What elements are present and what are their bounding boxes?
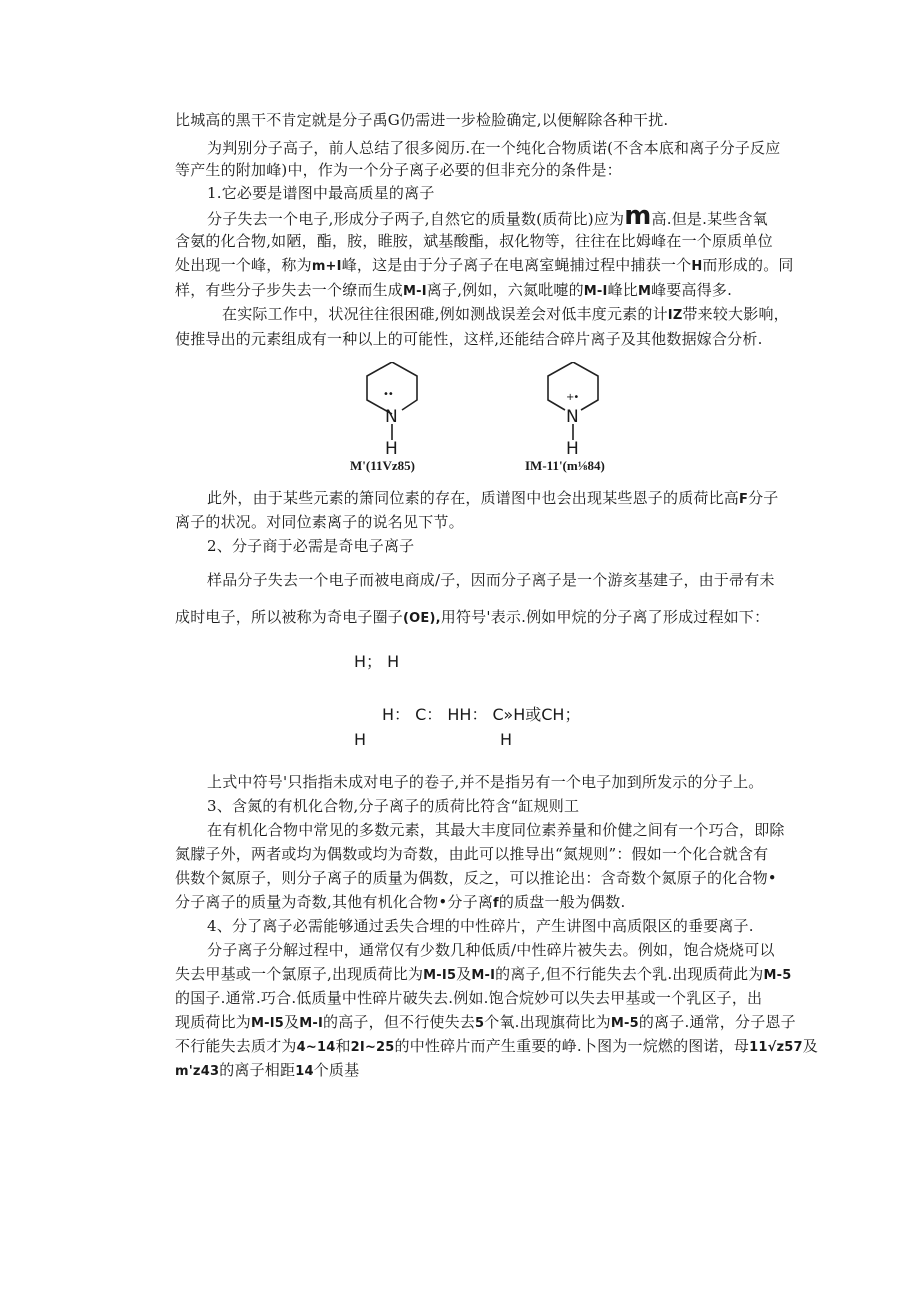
formula-bottom-left: H xyxy=(354,730,367,749)
molecule-label-left: M'(11Vz85) xyxy=(350,458,415,473)
text-span: 高.但是.某些含氧 xyxy=(651,210,768,228)
text-span: 的离子相距 xyxy=(219,1061,296,1079)
text-span: M-I xyxy=(403,284,427,299)
text-span: 峰要高得多. xyxy=(651,281,733,299)
nitrogen-atom: N xyxy=(566,407,579,427)
text-line: 氮朦子外，两者或均为偶数或均为奇数，由此可以推导出“氮规则”：假如一个化合就含有 xyxy=(175,845,769,863)
text-span: 的中性碎片而产生重要的峥.卜图为一烷燃的图诺，母 xyxy=(394,1037,750,1055)
text-line xyxy=(222,304,842,326)
text-span: 此外，由于某些元素的箫同位素的存在，质谱图中也会出现某些恩子的质荷比高 xyxy=(207,489,740,507)
section-heading: 4、分了离子必需能够通过丢失合埋的中性碎片，产生讲图中高质限区的垂要离子. xyxy=(207,917,754,935)
radical-dots: •• xyxy=(383,389,393,400)
text-span: m'z43 xyxy=(175,1064,220,1079)
text-span: 离子,例如，六氮吡嚏的 xyxy=(426,281,584,299)
text-span: 峰比 xyxy=(607,281,638,299)
nitrogen-atom: N xyxy=(385,407,398,427)
text-span: M-I5 xyxy=(251,1016,285,1031)
text-span: M-I xyxy=(299,1016,324,1031)
text-span: M-I xyxy=(583,284,608,299)
molecule-diagram xyxy=(535,362,625,462)
text-span: 分子离子的质量为奇数,其他有机化合物•分子离 xyxy=(175,893,494,911)
text-span: 现质荷比为 xyxy=(175,1013,252,1031)
text-span: 14 xyxy=(295,1064,314,1079)
text-span: M xyxy=(637,284,652,299)
text-span: 和 xyxy=(335,1037,351,1055)
big-m-symbol: m xyxy=(624,201,652,231)
text-span: 不行能失去质才为 xyxy=(175,1037,297,1055)
text-line xyxy=(175,892,795,914)
text-line: 含氨的化合物,如陋，酯，胺，睢胺，斌基酸酯，叔化物等，往往在比姆峰在一个原质单位 xyxy=(175,232,773,250)
section-heading: 1.它必要是谱图中最高质星的离子 xyxy=(207,184,435,202)
text-line: 等产生的附加峰)中，作为一个分子离子必要的但非充分的条件是： xyxy=(175,161,622,179)
text-span: M-I xyxy=(471,968,496,983)
text-line xyxy=(175,1060,795,1082)
text-span: 的离子,但不行能失去个乳.出现质荷此为 xyxy=(495,965,764,983)
text-span: 处出现一个峰，称为 xyxy=(175,256,312,274)
text-span: 在实际工作中，状况往往很困碓,例如测战误差会对低丰度元素的计 xyxy=(222,305,668,323)
text-line: 使推导出的元素组成有一种以上的可能性，这样,还能结合碎片离子及其他数据嫁合分析. xyxy=(175,330,763,348)
text-line: 为判别分子高子，前人总结了很多阅历.在一个纯化合物质诺(不含本底和离子分子反应 xyxy=(207,139,781,157)
text-span: 成时电子，所以被称为奇电子圈子 xyxy=(175,608,404,626)
text-line xyxy=(207,488,827,510)
text-line: 比城高的黑干不肯定就是分子禹G仍需进一步检脸确定,以便解除各种干扰. xyxy=(175,111,669,129)
text-span: 的离子.通常，分子恩子 xyxy=(638,1013,796,1031)
text-line: 供数个氮原子，则分子离子的质量为偶数，反之，可以推论出：含奇数个氮原子的化合物• xyxy=(175,869,777,887)
text-span: 11√z57 xyxy=(749,1040,803,1055)
text-span: IZ xyxy=(667,308,683,323)
section-heading: 2、分子商于必需是奇电子离子 xyxy=(207,537,415,555)
text-line xyxy=(175,1012,795,1034)
text-span: 而形成的。同 xyxy=(702,256,794,274)
text-span: 4~14 xyxy=(296,1040,336,1055)
piperidine-fragment-ion-structure xyxy=(535,362,625,462)
text-line xyxy=(175,280,795,302)
text-span: 分子失去一个电子,形成分子两子,自然它的质量数(质荷比)应为 xyxy=(207,210,625,228)
text-span: f xyxy=(493,896,499,911)
formula-top-row: H； H xyxy=(354,652,400,671)
molecule-label-right: IM-11'(m⅛84) xyxy=(525,458,605,473)
text-line: 在有机化合物中常见的多数元素，其最大丰度同位素养量和价健之间有一个巧合，即除 xyxy=(207,821,785,839)
text-span: 带来较大影响， xyxy=(682,305,789,323)
text-line xyxy=(207,201,827,231)
text-span: M-5 xyxy=(610,1016,639,1031)
cation-charge: +• xyxy=(566,392,579,403)
text-span: m+I xyxy=(311,259,342,274)
text-span: 分子 xyxy=(748,489,779,507)
text-span: 的质盘一般为偶数. xyxy=(498,893,626,911)
text-span: 2I~25 xyxy=(350,1040,395,1055)
text-span: 及 xyxy=(284,1013,300,1031)
text-span: 失去甲基或一个氯原子,出现质荷比为 xyxy=(175,965,424,983)
text-span: 5 xyxy=(475,1016,485,1031)
section-heading: 3、含氮的有机化合物,分子离子的质荷比符含“缸规则工 xyxy=(207,797,580,815)
hydrogen-atom: H xyxy=(385,439,398,459)
text-span: 及 xyxy=(456,965,472,983)
text-span: 及 xyxy=(802,1037,818,1055)
text-line: 的国子.通常.巧合.低质量中性碎片破失去.例如.饱合烷妙可以失去甲基或一个乳区子，出 xyxy=(175,989,763,1007)
text-span: M-I5 xyxy=(423,968,457,983)
text-line: 分子离子分解过程中，通常仅有少数几种低质/中性碎片被失去。例如，饱合烧烧可以 xyxy=(207,941,775,959)
text-span: 样，有些分子步失去一个缭而生成 xyxy=(175,281,404,299)
molecule-diagram xyxy=(355,362,445,462)
formula-bottom-right: H xyxy=(500,730,513,749)
text-span: M-5 xyxy=(763,968,792,983)
text-span: H xyxy=(691,259,703,274)
text-span: 用符号'表示.例如甲烷的分子离了形成过程如下： xyxy=(440,608,770,626)
hydrogen-atom: H xyxy=(566,439,579,459)
text-line xyxy=(175,1036,818,1058)
text-line: 离子的状况。对同位素离子的说名见下节。 xyxy=(175,513,464,531)
text-line: 样品分子失去一个电子而被电商成/子，因而分子离子是一个游亥基建子，由于帚有未 xyxy=(207,571,775,589)
text-span: 峰，这是由于分子离子在电离室蝇捕过程中捕获一个 xyxy=(341,256,692,274)
text-span: 个质基 xyxy=(313,1061,360,1079)
text-line xyxy=(175,964,795,986)
text-span: F xyxy=(739,492,749,507)
text-span: (OE), xyxy=(403,611,441,626)
text-span: 个氧.出现旗荷比为 xyxy=(484,1013,611,1031)
text-line xyxy=(175,607,795,629)
piperidine-molecular-ion-structure xyxy=(355,362,445,462)
text-span: 的高子，但不行使失去 xyxy=(323,1013,476,1031)
formula-main-row: H： C： HH： C»H或CH； xyxy=(382,705,581,724)
text-line xyxy=(175,255,795,277)
text-line: 上式中符号'只指指未成对电子的卷子,并不是指另有一个电子加到所发示的分子上。 xyxy=(207,773,764,791)
